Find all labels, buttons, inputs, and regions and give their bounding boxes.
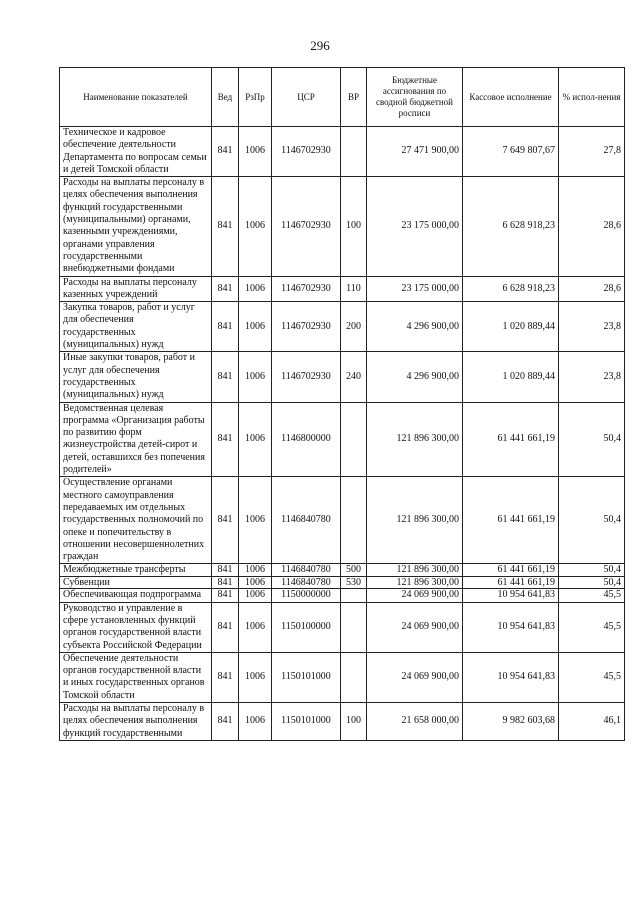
- row-name: Техническое и кадровое обеспечение деятельности Департамента по вопросам семьи и детей Томской области: [60, 127, 212, 177]
- header-ved: Вед: [212, 68, 239, 127]
- row-csr: 1150000000: [272, 589, 341, 602]
- header-vr: ВР: [341, 68, 367, 127]
- row-cash: 7 649 807,67: [463, 127, 559, 177]
- header-cash: Кассовое исполнение: [463, 68, 559, 127]
- row-ved: 841: [212, 302, 239, 352]
- row-pct: 45,5: [559, 652, 625, 702]
- row-csr: 1150101000: [272, 703, 341, 741]
- row-ved: 841: [212, 602, 239, 652]
- row-ved: 841: [212, 477, 239, 564]
- row-csr: 1146702930: [272, 302, 341, 352]
- row-pct: 46,1: [559, 703, 625, 741]
- row-csr: 1146702930: [272, 352, 341, 402]
- row-pct: 28,6: [559, 276, 625, 302]
- row-csr: 1146702930: [272, 276, 341, 302]
- row-rzpr: 1006: [239, 127, 272, 177]
- row-ved: 841: [212, 352, 239, 402]
- row-rzpr: 1006: [239, 276, 272, 302]
- row-vr: [341, 477, 367, 564]
- row-vr: [341, 652, 367, 702]
- row-rzpr: 1006: [239, 352, 272, 402]
- row-pct: 50,4: [559, 576, 625, 589]
- row-budget: 121 896 300,00: [367, 477, 463, 564]
- row-cash: 61 441 661,19: [463, 576, 559, 589]
- page-number: 296: [310, 38, 330, 53]
- row-budget: 121 896 300,00: [367, 564, 463, 577]
- row-rzpr: 1006: [239, 302, 272, 352]
- table-row: [60, 589, 625, 602]
- table-row: [60, 302, 625, 352]
- table-header: [60, 68, 625, 127]
- row-ved: 841: [212, 402, 239, 477]
- row-budget: 24 069 900,00: [367, 652, 463, 702]
- row-pct: 50,4: [559, 564, 625, 577]
- row-name: Осуществление органами местного самоуправления передаваемых им отдельных государственных полномочий по опеке и попечительству в отношении несовершеннолетних граждан: [60, 477, 212, 564]
- row-name: Закупка товаров, работ и услуг для обеспечения государственных (муниципальных) нужд: [60, 302, 212, 352]
- header-csr: ЦСР: [272, 68, 341, 127]
- row-cash: 10 954 641,83: [463, 589, 559, 602]
- row-ved: 841: [212, 652, 239, 702]
- table-row: [60, 576, 625, 589]
- row-budget: 4 296 900,00: [367, 352, 463, 402]
- row-ved: 841: [212, 703, 239, 741]
- row-vr: [341, 127, 367, 177]
- row-name: Межбюджетные трансферты: [60, 564, 212, 577]
- row-budget: 24 069 900,00: [367, 602, 463, 652]
- row-budget: 4 296 900,00: [367, 302, 463, 352]
- row-vr: [341, 402, 367, 477]
- row-name: Руководство и управление в сфере установленных функций органов государственной власти субъекта Российской Федерации: [60, 602, 212, 652]
- row-budget: 24 069 900,00: [367, 589, 463, 602]
- row-pct: 23,8: [559, 302, 625, 352]
- row-csr: 1146840780: [272, 576, 341, 589]
- row-csr: 1150100000: [272, 602, 341, 652]
- row-name: Субвенции: [60, 576, 212, 589]
- row-name: Ведомственная целевая программа «Организация работы по развитию форм жизнеустройства детей-сирот и детей, оставшихся без попечения родителей»: [60, 402, 212, 477]
- row-vr: 100: [341, 703, 367, 741]
- table-row: [60, 276, 625, 302]
- row-budget: 21 658 000,00: [367, 703, 463, 741]
- row-vr: 530: [341, 576, 367, 589]
- row-vr: 500: [341, 564, 367, 577]
- row-budget: 27 471 900,00: [367, 127, 463, 177]
- row-name: Обеспечивающая подпрограмма: [60, 589, 212, 602]
- row-pct: 23,8: [559, 352, 625, 402]
- row-cash: 9 982 603,68: [463, 703, 559, 741]
- row-rzpr: 1006: [239, 602, 272, 652]
- table-row: [60, 703, 625, 741]
- table-row: [60, 127, 625, 177]
- header-rzpr: РзПр: [239, 68, 272, 127]
- row-ved: 841: [212, 276, 239, 302]
- row-csr: 1146702930: [272, 127, 341, 177]
- row-name: Иные закупки товаров, работ и услуг для обеспечения государственных (муниципальных) нужд: [60, 352, 212, 402]
- row-pct: 45,5: [559, 602, 625, 652]
- row-pct: 27,8: [559, 127, 625, 177]
- table-row: [60, 602, 625, 652]
- table-row: [60, 177, 625, 276]
- row-rzpr: 1006: [239, 564, 272, 577]
- header-pct: % испол-нения: [559, 68, 625, 127]
- row-cash: 10 954 641,83: [463, 602, 559, 652]
- row-vr: 200: [341, 302, 367, 352]
- row-vr: 100: [341, 177, 367, 276]
- row-rzpr: 1006: [239, 652, 272, 702]
- row-ved: 841: [212, 564, 239, 577]
- row-ved: 841: [212, 576, 239, 589]
- budget-table: [59, 67, 625, 741]
- row-ved: 841: [212, 177, 239, 276]
- row-cash: 61 441 661,19: [463, 564, 559, 577]
- row-vr: [341, 602, 367, 652]
- header-budget: Бюджетные ассигнования по сводной бюджетной росписи: [367, 68, 463, 127]
- row-rzpr: 1006: [239, 589, 272, 602]
- row-budget: 121 896 300,00: [367, 576, 463, 589]
- row-pct: 50,4: [559, 477, 625, 564]
- row-csr: 1146702930: [272, 177, 341, 276]
- row-pct: 50,4: [559, 402, 625, 477]
- row-csr: 1146840780: [272, 564, 341, 577]
- row-csr: 1150101000: [272, 652, 341, 702]
- row-budget: 23 175 000,00: [367, 177, 463, 276]
- table-row: [60, 402, 625, 477]
- row-vr: [341, 589, 367, 602]
- row-cash: 10 954 641,83: [463, 652, 559, 702]
- row-ved: 841: [212, 127, 239, 177]
- table-row: [60, 564, 625, 577]
- row-csr: 1146840780: [272, 477, 341, 564]
- table-row: [60, 652, 625, 702]
- row-rzpr: 1006: [239, 703, 272, 741]
- row-cash: 1 020 889,44: [463, 302, 559, 352]
- row-rzpr: 1006: [239, 402, 272, 477]
- row-vr: 110: [341, 276, 367, 302]
- row-ved: 841: [212, 589, 239, 602]
- row-name: Расходы на выплаты персоналу казенных учреждений: [60, 276, 212, 302]
- row-cash: 61 441 661,19: [463, 402, 559, 477]
- row-cash: 6 628 918,23: [463, 276, 559, 302]
- row-rzpr: 1006: [239, 177, 272, 276]
- header-name: Наименование показателей: [60, 68, 212, 127]
- row-vr: 240: [341, 352, 367, 402]
- row-budget: 121 896 300,00: [367, 402, 463, 477]
- row-pct: 28,6: [559, 177, 625, 276]
- row-cash: 1 020 889,44: [463, 352, 559, 402]
- row-name: Обеспечение деятельности органов государственной власти и иных государственных органов Томской области: [60, 652, 212, 702]
- row-rzpr: 1006: [239, 477, 272, 564]
- row-cash: 61 441 661,19: [463, 477, 559, 564]
- row-name: Расходы на выплаты персоналу в целях обеспечения выполнения функций государственными: [60, 703, 212, 741]
- table-row: [60, 477, 625, 564]
- row-csr: 1146800000: [272, 402, 341, 477]
- row-name: Расходы на выплаты персоналу в целях обеспечения выполнения функций государственными (муниципальными) органами, казенными учреждениями, органами управления государственными внебюджетными фондами: [60, 177, 212, 276]
- row-budget: 23 175 000,00: [367, 276, 463, 302]
- table-row: [60, 352, 625, 402]
- row-rzpr: 1006: [239, 576, 272, 589]
- row-cash: 6 628 918,23: [463, 177, 559, 276]
- row-pct: 45,5: [559, 589, 625, 602]
